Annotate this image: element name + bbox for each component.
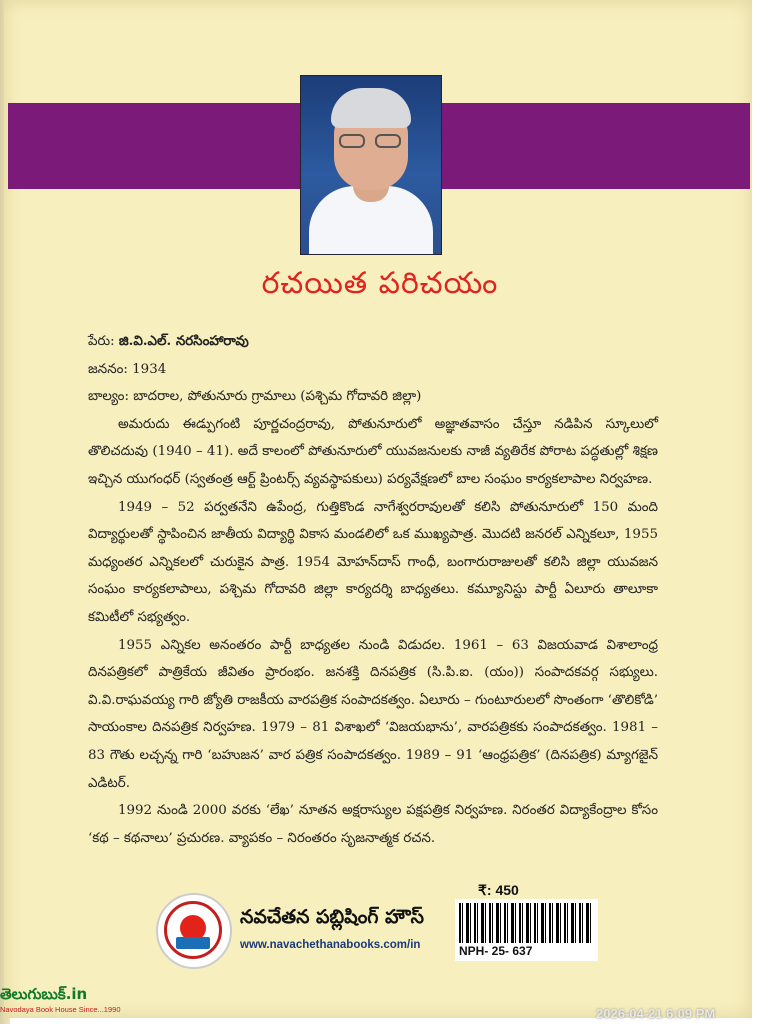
photo-timestamp: 2026-04-21 6:09 PM (596, 1006, 716, 1021)
author-bio (88, 328, 658, 852)
purple-band-left (8, 103, 300, 189)
page-title: రచయిత పరిచయం (261, 266, 499, 301)
birth-row (88, 356, 658, 384)
childhood-row (88, 383, 658, 411)
photo-glasses (339, 134, 403, 148)
name-label: పేరు: (88, 334, 115, 349)
childhood-value: బాదరాల, పోతునూరు గ్రామాలు (పశ్చిమ గోదావరి జిల్లా) (133, 389, 422, 405)
bio-paragraph-2: 1949 – 52 పర్వతనేని ఉపేంద్ర, గుత్తికొండ నాగేశ్వరరావులతో కలిసి పోతునూరులో 150 మంది విద్యార్థులతో స్థాపించిన జాతీయ విద్యార్థి వికాస మండలిలో ఒక ముఖ్యపాత్ర. మొదటి జనరల్ ఎన్నికలూ, 1955 మధ్యంతర ఎన్నికలలో చురుకైన పాత్ర. 1954 మోహన్‌దాస్ గాంధీ, బంగారురాజులతో కలిసి జిల్లా యువజన సంఘం కార్యకలాపాలు, పశ్చిమ గోదావరి జిల్లా కార్యదర్శి బాధ్యతలు. కమ్యూనిస్టు పార్టీ ఏలూరు తాలూకా కమిటీలో సభ్యత్వం. (88, 499, 658, 625)
author-photo (300, 75, 442, 255)
purple-band-right (440, 103, 750, 189)
birth-label: జననం: (88, 361, 128, 377)
publisher-website: www.navachethanabooks.com/in (240, 939, 421, 951)
name-row (88, 328, 658, 356)
birth-value: 1934 (132, 361, 167, 377)
barcode-bars-icon (459, 903, 594, 943)
bio-paragraph-4: 1992 నుండి 2000 వరకు ‘లేఖ’ నూతన అక్షరాస్యుల పక్షపత్రిక నిర్వహణ. నిరంతర విద్యాకేంద్రాల కోసం ‘కథ – కథనాలు’ ప్రచురణ. వ్యాపకం – నిరంతరం సృజనాత్మక రచన. (88, 803, 658, 846)
publisher-logo-icon (156, 893, 232, 969)
bio-paragraph-3: 1955 ఎన్నికల అనంతరం పార్టీ బాధ్యతల నుండి విడుదల. 1961 – 63 విజయవాడ విశాలాంధ్ర దినపత్రికలో పాత్రికేయ జీవితం ప్రారంభం. జనశక్తి దినపత్రిక (సి.పి.ఐ. (యం)) సంపాదకవర్గ సభ్యులు. వి.వి.రాఘవయ్య గారి జ్యోతి రాజకీయ వారపత్రిక సంపాదకత్వం. ఏలూరు – గుంటూరులలో సొంతంగా ‘తొలికోడి’ సాయంకాల దినపత్రిక నిర్వహణ. 1979 – 81 విశాఖలో ‘విజయభాను’, వారపత్రికకు సంపాదకత్వం. 1981 – 83 గౌతు లచ్చన్న గారి ‘బహుజన’ వార పత్రిక సంపాదకత్వం. 1989 – 91 ‘ఆంధ్రపత్రిక’ (దినపత్రిక) మ్యాగజైన్ ఎడిటర్. (88, 637, 658, 791)
price-label: ₹: 450 (478, 882, 519, 898)
publisher-name: నవచేతన పబ్లిషింగ్ హౌస్ (240, 906, 424, 928)
photo-hair (331, 88, 411, 128)
name-value: జి.వి.ఎల్. నరసింహారావు (118, 333, 249, 349)
bio-paragraph-1: అమరుదు ఈడ్పుగంటి పూర్ణచంద్రరావు, పోతునూరులో అజ్ఞాతవాసం చేస్తూ నడిపిన స్కూలులో తొలిచదువు (1940 – 41). అదే కాలంలో పోతునూరులో యువజనులకు నాజీ వ్యతిరేక పోరాట పద్ధతుల్లో శిక్షణ ఇచ్చిన యుగంధర్ (స్వతంత్ర ఆర్ట్ ప్రింటర్స్ వ్యవస్థాపకులు) పర్యవేక్షణలో బాల సంఘం కార్యకలాపాల నిర్వహణ. (88, 416, 658, 487)
watermark-sub: Navodaya Book House Since...1990 (0, 1005, 121, 1014)
childhood-label: బాల్యం: (88, 389, 129, 405)
barcode-code: NPH- 25- 637 (459, 944, 533, 958)
watermark-name: తెలుగుబుక్.in (0, 985, 88, 1003)
barcode (455, 899, 598, 961)
site-watermark (0, 985, 121, 1014)
